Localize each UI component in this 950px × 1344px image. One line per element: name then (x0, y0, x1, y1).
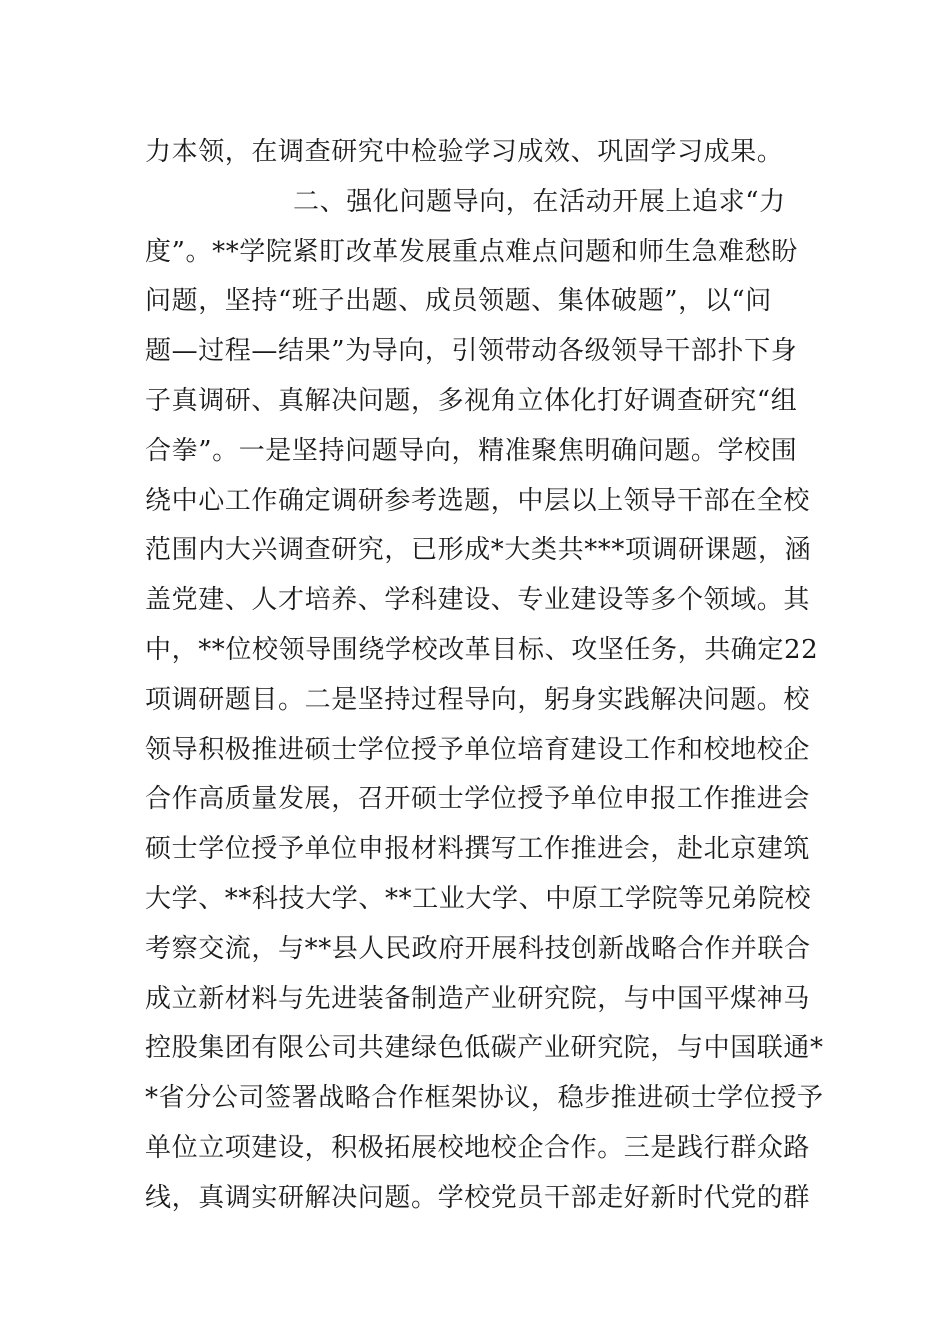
text-line: 子真调研、真解决问题，多视角立体化打好调查研究“组 (145, 385, 798, 416)
section-heading-line: 二、强化问题导向，在活动开展上追求“力 (293, 186, 786, 217)
text-line: 中，**位校领导围绕学校改革目标、攻坚任务，共确定22 (145, 634, 819, 665)
text-line: 大学、**科技大学、**工业大学、中原工学院等兄弟院校 (145, 883, 812, 914)
text-line: 问题，坚持“班子出题、成员领题、集体破题”，以“问 (145, 286, 772, 317)
text-line: 范围内大兴调查研究，已形成*大类共***项调研课题，涵 (145, 535, 812, 566)
text-line: 题—过程—结果”为导向，引领带动各级领导干部扑下身 (145, 336, 798, 367)
text-line: 力本领，在调查研究中检验学习成效、巩固学习成果。 (145, 137, 784, 167)
text-line: 盖党建、人才培养、学科建设、专业建设等多个领域。其 (145, 585, 811, 616)
text-line: 领导积极推进硕士学位授予单位培育建设工作和校地校企 (145, 734, 811, 765)
text-line: 绕中心工作确定调研参考选题，中层以上领导干部在全校 (145, 485, 811, 516)
body-text (145, 128, 824, 1224)
text-line: 合拳”。一是坚持问题导向，精准聚焦明确问题。学校围 (145, 435, 798, 466)
text-line: 项调研题目。二是坚持过程导向，躬身实践解决问题。校 (145, 684, 811, 715)
text-line: 成立新材料与先进装备制造产业研究院，与中国平煤神马 (145, 983, 811, 1014)
text-line: *省分公司签署战略合作框架协议，稳步推进硕士学位授予 (145, 1083, 824, 1114)
text-line: 单位立项建设，积极拓展校地校企合作。三是践行群众路 (145, 1132, 811, 1163)
text-line: 控股集团有限公司共建绿色低碳产业研究院，与中国联通* (145, 1033, 824, 1064)
text-line: 线，真调实研解决问题。学校党员干部走好新时代党的群 (145, 1182, 811, 1213)
text-line: 合作高质量发展，召开硕士学位授予单位申报工作推进会 (145, 784, 811, 815)
text-line: 度”。**学院紧盯改革发展重点难点问题和师生急难愁盼 (145, 236, 798, 267)
text-line: 硕士学位授予单位申报材料撰写工作推进会，赴北京建筑 (145, 834, 811, 865)
text-line: 考察交流，与**县人民政府开展科技创新战略合作并联合 (145, 933, 811, 964)
